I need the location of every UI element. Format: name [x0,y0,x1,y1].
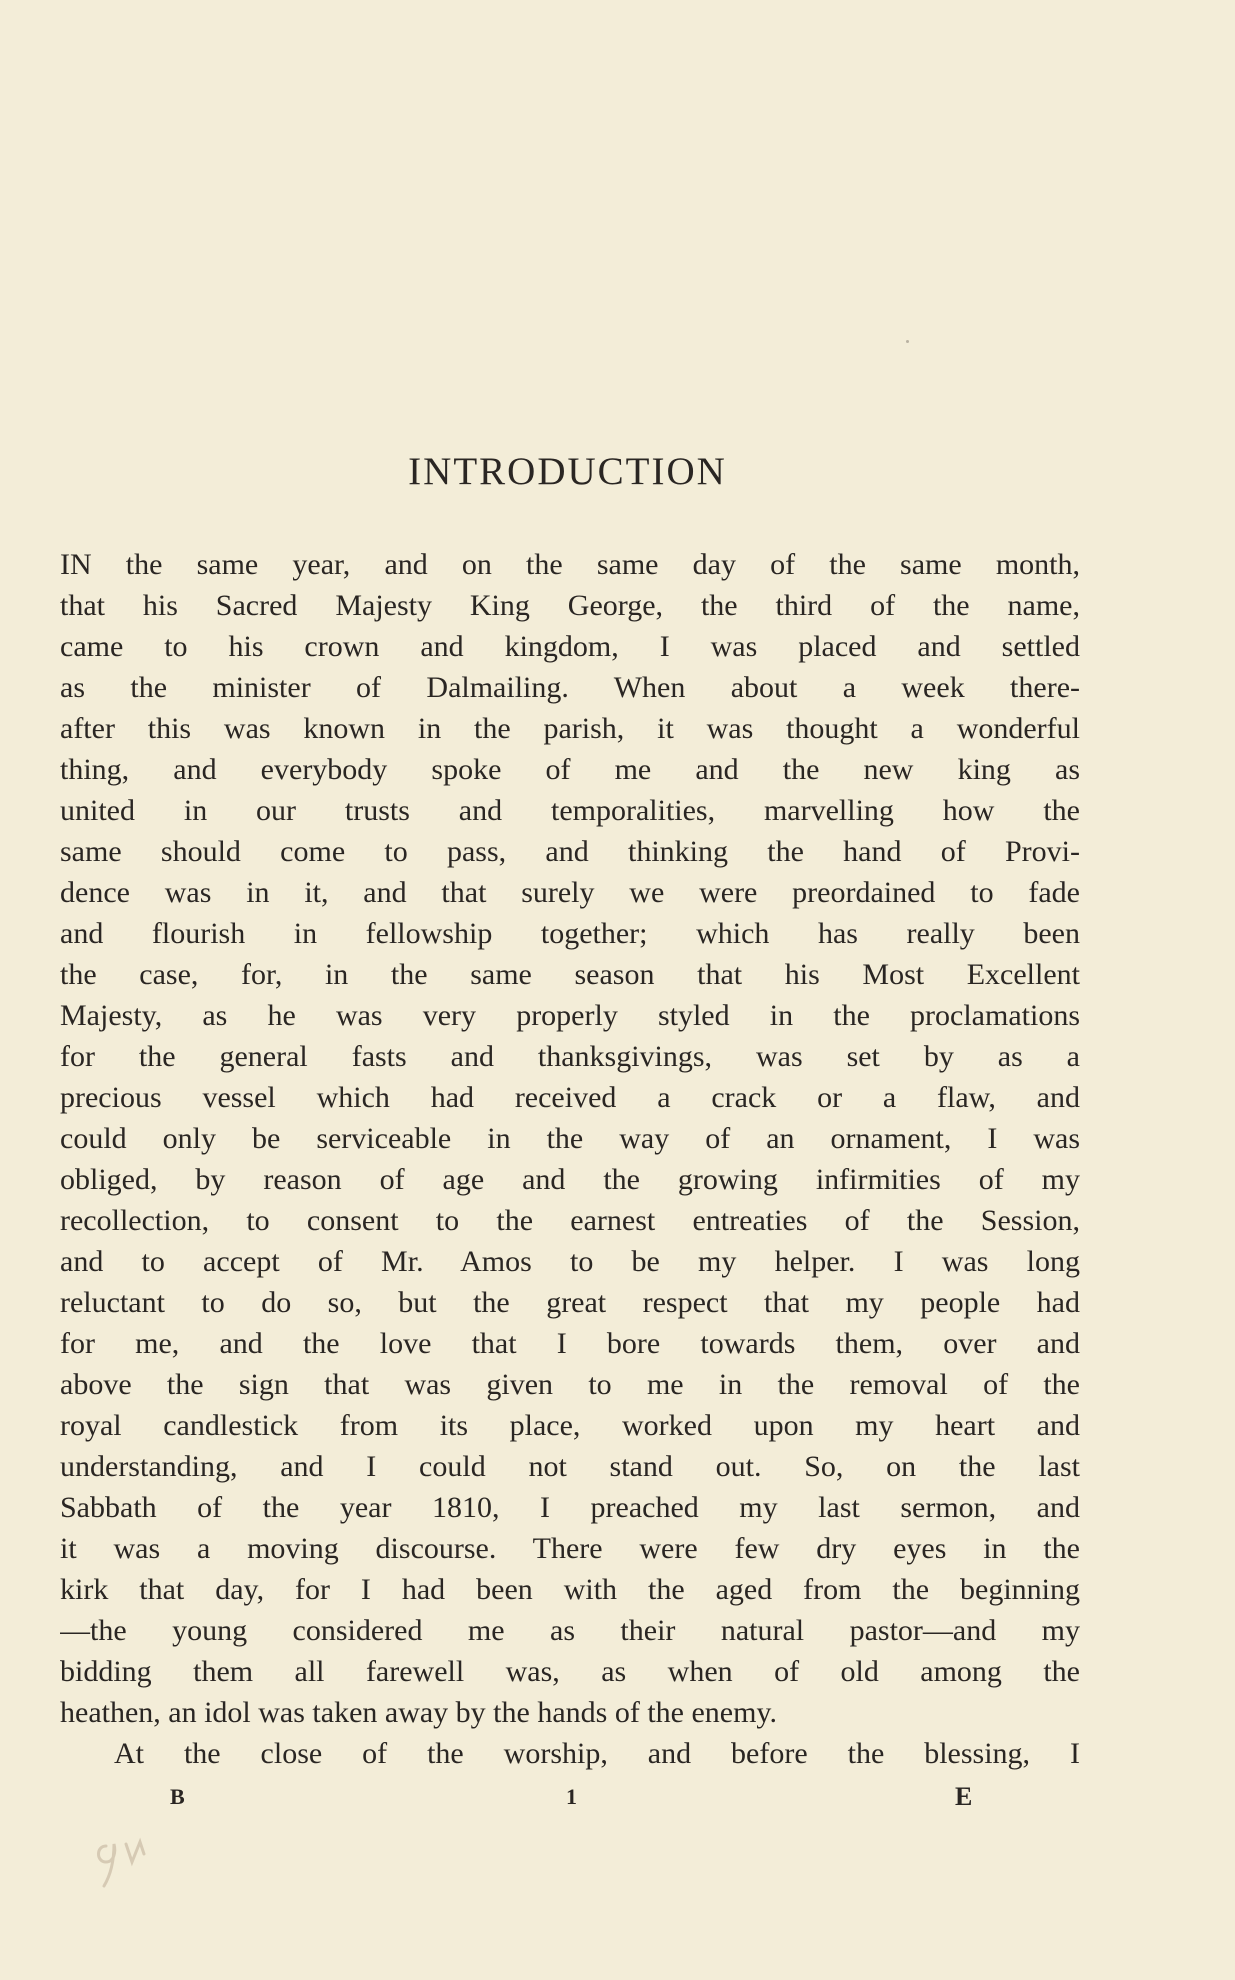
text-line: —the young considered me as their natural pastor—and my [60,1614,1080,1647]
text-line: for me, and the love that I bore towards them, over and [60,1327,1080,1360]
text-line: united in our trusts and temporalities, marvelling how the [60,794,1080,827]
text-line: reluctant to do so, but the great respect that my people had [60,1286,1080,1319]
chapter-title: INTRODUCTION [408,450,727,493]
text-line: royal candlestick from its place, worked upon my heart and [60,1409,1080,1442]
text-line: for the general fasts and thanksgivings, was set by as a [60,1040,1080,1073]
text-line: and flourish in fellowship together; which has really been [60,917,1080,950]
signature-mark-left: B [170,1784,185,1809]
text-line: it was a moving discourse. There were few dry eyes in the [60,1532,1080,1565]
text-line: Majesty, as he was very properly styled in the proclamations [60,999,1080,1032]
text-line: bidding them all farewell was, as when of old among the [60,1655,1080,1688]
signature-mark-right: E [955,1782,973,1811]
text-line: and to accept of Mr. Amos to be my helper. I was long [60,1245,1080,1278]
text-line: obliged, by reason of age and the growing infirmities of my [60,1163,1080,1196]
text-line: understanding, and I could not stand out. So, on the last [60,1450,1080,1483]
text-line: that his Sacred Majesty King George, the third of the name, [60,589,1080,622]
text-line: came to his crown and kingdom, I was placed and settled [60,630,1080,663]
text-line: kirk that day, for I had been with the aged from the beginning [60,1573,1080,1606]
handwritten-pencil-note [92,1832,212,1892]
text-line: Sabbath of the year 1810, I preached my last sermon, and [60,1491,1080,1524]
text-line: after this was known in the parish, it was thought a wonderful [60,712,1080,745]
text-line: as the minister of Dalmailing. When about a week there- [60,671,1080,704]
text-line: same should come to pass, and thinking the hand of Provi- [60,835,1080,868]
text-line: heathen, an idol was taken away by the hands of the enemy. [60,1696,777,1729]
text-line: IN the same year, and on the same day of the same month, [60,548,1080,581]
text-line: dence was in it, and that surely we were preordained to fade [60,876,1080,909]
paper-speck [906,340,909,343]
signature-mark-center: 1 [566,1784,577,1809]
text-line: recollection, to consent to the earnest entreaties of the Session, [60,1204,1080,1237]
text-line: precious vessel which had received a crack or a flaw, and [60,1081,1080,1114]
text-line: At the close of the worship, and before the blessing, I [114,1737,1080,1770]
body-text [60,544,1080,1774]
text-line: thing, and everybody spoke of me and the new king as [60,753,1080,786]
text-line: the case, for, in the same season that his Most Excellent [60,958,1080,991]
text-line: could only be serviceable in the way of an ornament, I was [60,1122,1080,1155]
text-line: above the sign that was given to me in the removal of the [60,1368,1080,1401]
